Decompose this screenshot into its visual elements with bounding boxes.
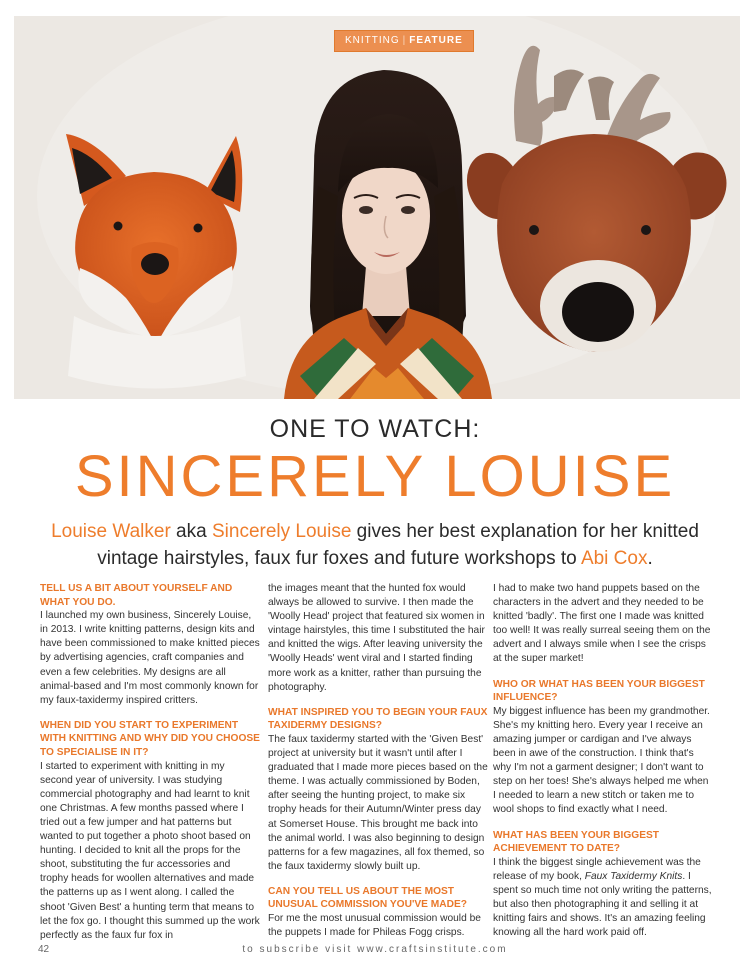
question-heading: WHO OR WHAT HAS BEEN YOUR BIGGEST INFLUENCE? — [493, 678, 705, 704]
article-column-3 — [493, 582, 713, 940]
answer-paragraph: I had to make two hand puppets based on the characters in the advert and they needed to be knitted 'badly'. The first one I made was knitted too well! It was really surreal seeing them on the advert and I always smile when I see the crisps at the super market! — [493, 583, 711, 665]
question-heading: WHAT INSPIRED YOU TO BEGIN YOUR FAUX TAXIDERMY DESIGNS? — [268, 706, 488, 732]
headline-title: SINCERELY LOUISE — [74, 444, 676, 509]
standfirst-body: gives her best explanation for her knitted vintage hairstyles, faux fur foxes and future workshops to — [97, 521, 699, 569]
answer-paragraph: My biggest influence has been my grandmother. She's my knitting hero. Every year I receive an amazing jumper or cardigan and I've always been in awe of the construction. I think that's why I'm not a garment designer; I don't want to step on her toes! She's always helped me when I needed to learn a new stitch or taken me to wool shops to find exactly what I need. — [493, 705, 710, 816]
answer-text: . I spent so much time not only writing the patterns, but also then photographing it and selling it at knitting fairs and shows. It's an amazing feeling knowing all the hard work paid off. — [493, 870, 712, 939]
subscribe-link[interactable]: to subscribe visit www.craftsinstitute.com — [242, 944, 508, 955]
section-label: KNITTING — [345, 35, 400, 46]
standfirst-author: Abi Cox — [580, 548, 648, 569]
article-column-2 — [268, 582, 488, 940]
question-heading: WHAT HAS BEEN YOUR BIGGEST ACHIEVEMENT TO DATE? — [493, 829, 660, 855]
answer-paragraph — [493, 856, 713, 941]
section-separator: | — [402, 35, 407, 46]
hero-illustration — [14, 16, 740, 399]
hero-photo — [14, 16, 740, 399]
answer-paragraph: I launched my own business, Sincerely Louise, in 2013. I write knitting patterns, design kits and have been commissioned to make knitted pieces by advertising agencies, craft companies and even a few celebrities. My designs are all animal-based and I'm most commonly known for my faux-taxidermy inspired critters. — [40, 610, 260, 706]
answer-text: I think the biggest single achievement was the release of my book, — [493, 856, 701, 882]
question-heading: TELL US A BIT ABOUT YOURSELF AND WHAT YOU DO. — [40, 583, 233, 608]
page-number: 42 — [38, 944, 50, 955]
answer-paragraph: The faux taxidermy started with the 'Given Best' project at university but it wasn't until after I graduated that I made more pieces based on the theme. I was actually commissioned by Boden, after seeing the hunting project, to make six trophy heads for their Autumn/Winter press day at Somerset House. This brought me back into the animal world. I was also beginning to design patterns for a few magazines, all fox themed, so the faux taxidermy slowly built up. — [268, 733, 488, 872]
question-heading: CAN YOU TELL US ABOUT THE MOST UNUSUAL COMMISSION YOU'VE MADE? — [268, 885, 468, 911]
answer-paragraph: the images meant that the hunted fox would always be allowed to survive. I then made the 'Woolly Head' project that featured six women in vintage hairstyles, this time I substituted the hair and knitted the wigs. After leaving university the 'Woolly Heads' went viral and I started finding more work as a knitter, rather than pursuing the photography. — [268, 583, 485, 693]
headline-kicker: ONE TO WATCH: — [269, 415, 481, 443]
book-title: Faux Taxidermy Knits — [584, 870, 683, 882]
answer-paragraph: I started to experiment with knitting in my second year of university. I was studying commercial photography and had learnt to knit one Christmas. A few months passed where I tried out a few jumper and hat patterns but wanted to put together a photo shoot based on hunting. I decided to knit all the props for the shoot, substituting the fur accessories and trophy heads for woollen alternatives and made the patterns up as I went along. I called the shoot 'Given Best' a hunting term that means to let the fox go. I thought this summed up the work perfectly as the faux fur fox in — [40, 760, 260, 941]
section-tag — [334, 30, 474, 52]
standfirst-end: . — [647, 548, 653, 569]
standfirst — [40, 518, 710, 572]
knitted-fox-head — [66, 134, 246, 389]
standfirst-name: Louise Walker — [51, 521, 171, 542]
subsection-label: FEATURE — [409, 35, 463, 46]
standfirst-brand: Sincerely Louise — [211, 521, 352, 542]
article-column-1 — [40, 582, 260, 943]
answer-paragraph: For me the most unusual commission would be the puppets I made for Phileas Fogg crisps. — [268, 913, 481, 939]
standfirst-aka: aka — [170, 521, 212, 542]
question-heading: WHEN DID YOU START TO EXPERIMENT WITH KNITTING AND WHY DID YOU CHOOSE TO SPECIALISE IN IT? — [40, 719, 260, 759]
